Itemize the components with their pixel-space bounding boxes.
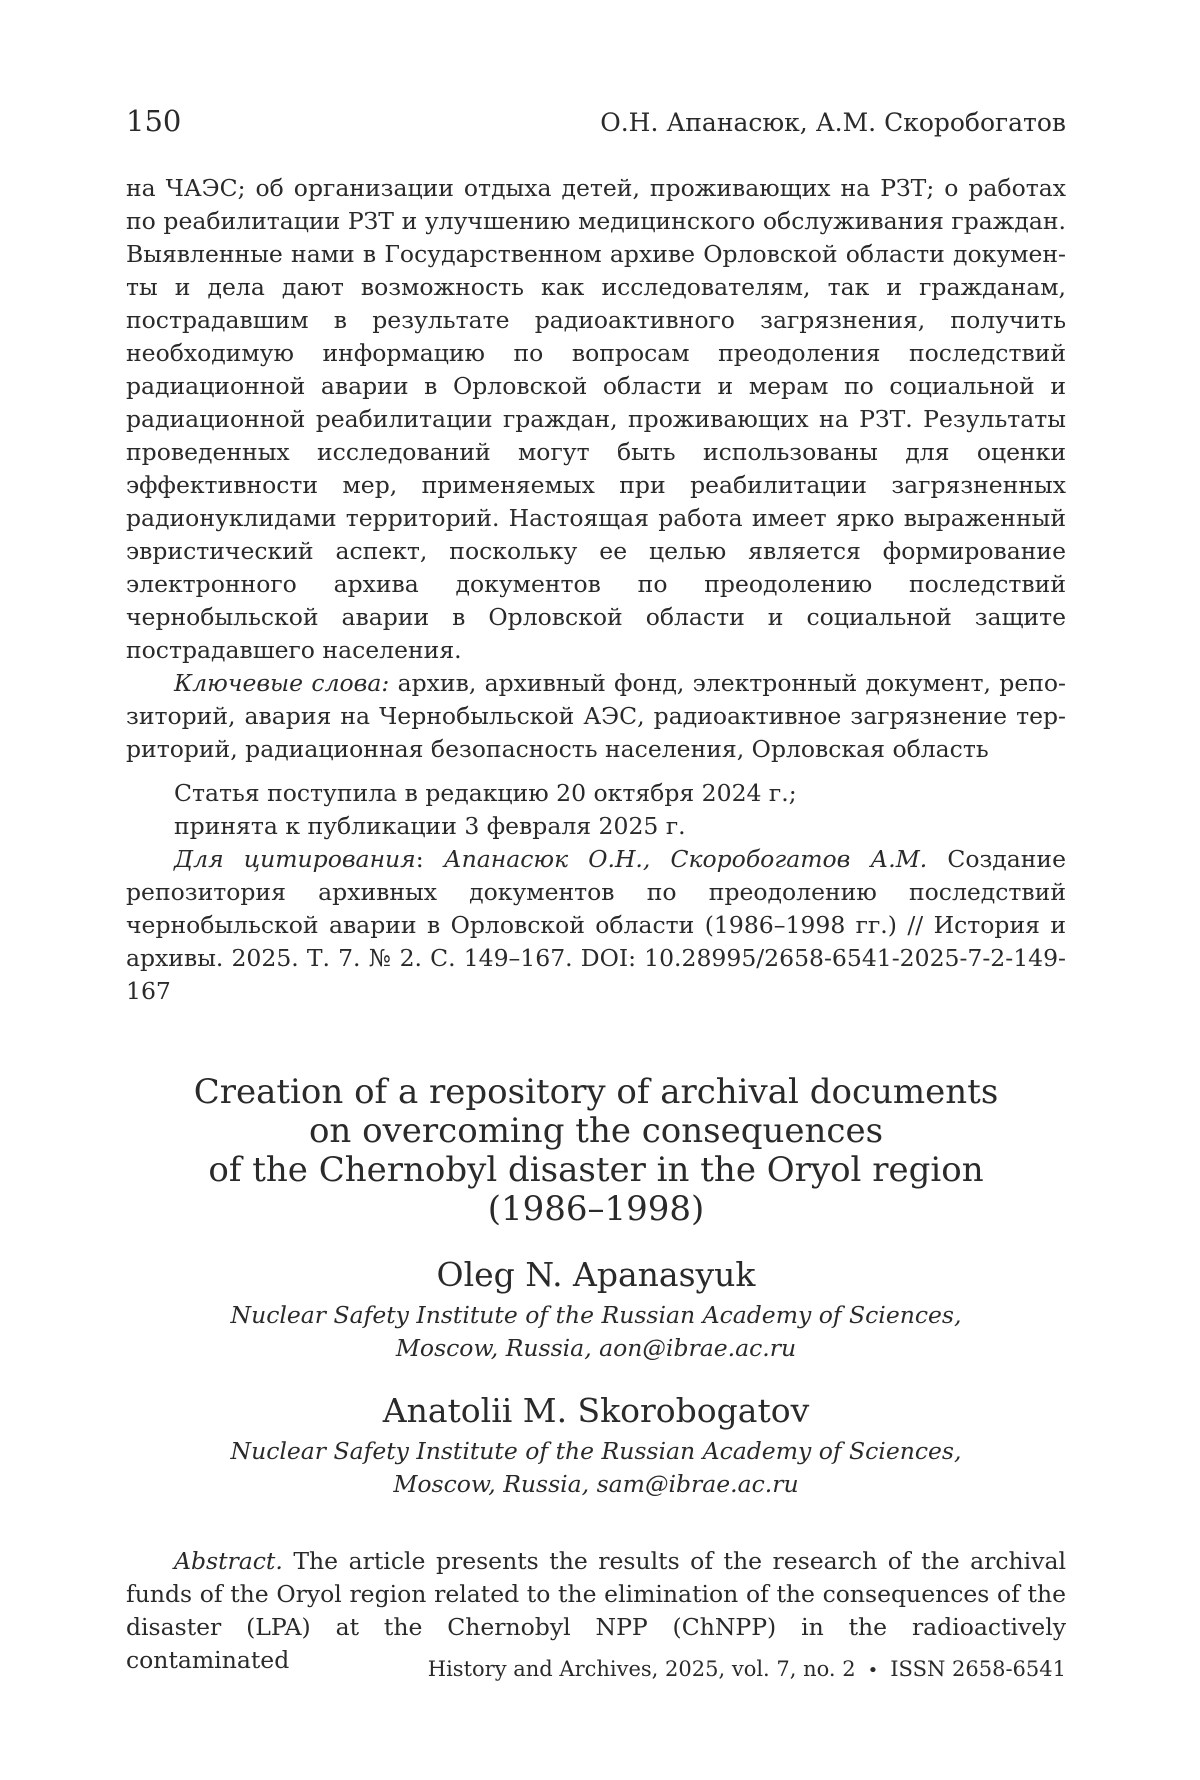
author-affiliation xyxy=(126,1299,1066,1365)
page-footer xyxy=(428,1657,1066,1681)
citation-colon: : xyxy=(415,845,444,873)
abstract-text: The article presents the results of the research of the archival funds of the Oryol region related to the elimination of the consequences of the disaster (LPA) at the Chernobyl NPP (ChNPP) in the radioactively contaminated xyxy=(126,1547,1066,1674)
abstract-label: Abstract. xyxy=(174,1547,283,1575)
keywords-text: архив, архивный фонд, электронный документ, репозиторий, авария на Чернобыльской АЭС, радиоактивное загрязнение территорий, радиационная безопасность населения, Орловская область xyxy=(126,669,1066,763)
author-name: Anatolii M. Skorobogatov xyxy=(382,1391,810,1430)
page-header xyxy=(126,104,1066,138)
citation-text: Создание репозитория архивных документов по преодолению последствий чернобыльской аварии в Орловской области (1986–1998 гг.) // История и архивы. 2025. Т. 7. № 2. С. 149–167. DOI: 10.28995/2658-6541-2025-7-2-149-167 xyxy=(126,845,1066,1005)
issn: ISSN 2658-6541 xyxy=(890,1657,1066,1681)
accepted-date: принята к публикации 3 февраля 2025 г. xyxy=(174,812,686,840)
keywords-label: Ключевые слова: xyxy=(174,669,390,697)
russian-body xyxy=(126,172,1066,766)
citation xyxy=(126,843,1066,1008)
english-title-block xyxy=(126,1073,1066,1501)
title-line: of the Chernobyl disaster in the Oryol region xyxy=(208,1150,984,1190)
article-dates xyxy=(126,777,1066,1008)
author-name: Oleg N. Apanasyuk xyxy=(436,1255,756,1294)
title-line: Creation of a repository of archival documents xyxy=(193,1072,999,1112)
title-line: (1986–1998) xyxy=(487,1189,705,1229)
page-number: 150 xyxy=(126,104,182,138)
footer-separator: • xyxy=(867,1660,879,1681)
running-head: О.Н. Апанасюк, А.М. Скоробогатов xyxy=(600,108,1066,137)
title-line: on overcoming the consequences xyxy=(308,1111,884,1151)
affiliation-line: Moscow, Russia, sam@ibrae.ac.ru xyxy=(393,1470,799,1498)
affiliation-line: Nuclear Safety Institute of the Russian Academy of Sciences, xyxy=(230,1437,962,1465)
citation-label: Для цитирования xyxy=(174,845,416,873)
citation-authors: Апанасюк О.Н., Скоробогатов А.М. xyxy=(443,845,928,873)
received-date: Статья поступила в редакцию 20 октября 2024 г.; xyxy=(174,779,797,807)
english-title xyxy=(126,1073,1066,1229)
affiliation-line: Nuclear Safety Institute of the Russian Academy of Sciences, xyxy=(230,1301,962,1329)
body-paragraph: на ЧАЭС; об организации отдыха детей, проживающих на РЗТ; о работах по реабилитации РЗТ и улучшению медицинского обслуживания граждан. Выявленные нами в Государственном архиве Орловской области документы и дела дают возможность как исследователям, так и гражданам, пострадавшим в результате радиоактивного загрязнения, получить необходимую информацию по вопросам преодоления последствий радиационной аварии в Орловской области и мерам по социальной и радиационной реабилитации граждан, проживающих на РЗТ. Результаты проведенных исследований могут быть использованы для оценки эффективности мер, применяемых при реабилитации загрязненных радионуклидами территорий. Настоящая работа имеет ярко выраженный эвристический аспект, поскольку ее целью является формирование электронного архива документов по преодолению последствий чернобыльской аварии в Орловской области и социальной защите пострадавшего населения. xyxy=(126,174,1066,664)
affiliation-line: Moscow, Russia, aon@ibrae.ac.ru xyxy=(395,1334,797,1362)
keywords-paragraph xyxy=(126,667,1066,766)
journal-citation: History and Archives, 2025, vol. 7, no. 2 xyxy=(427,1657,856,1681)
author-affiliation xyxy=(126,1435,1066,1501)
